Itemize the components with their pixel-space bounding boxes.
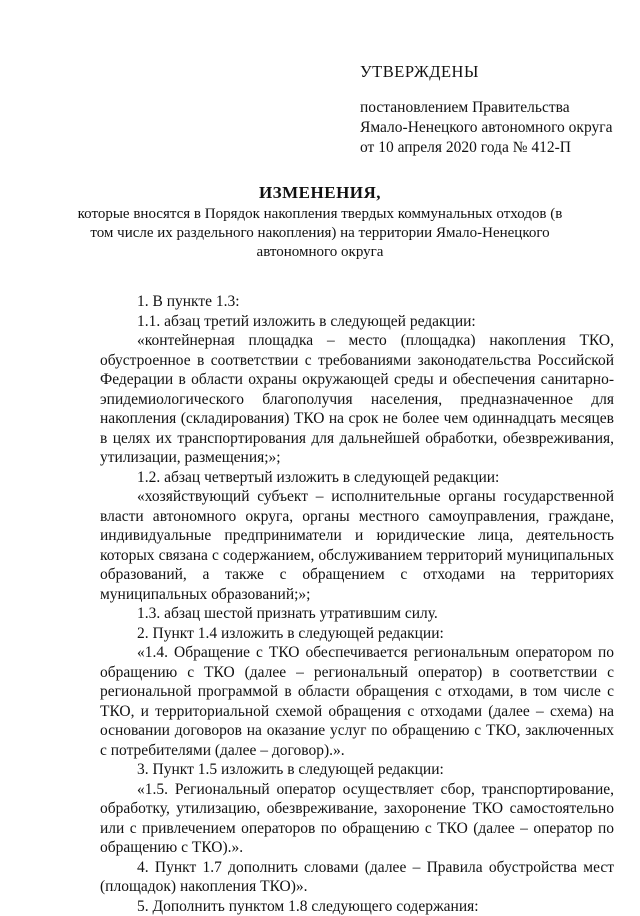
paragraph: 1.3. абзац шестой признать утратившим силу. [100,604,614,624]
document-subtitle: которые вносятся в Порядок накопления твердых коммунальных отходов (в том числе их раздельного накопления) на территории Ямало-Ненецкого автономного округа [70,205,570,262]
decree-line: от 10 апреля 2020 года № 412-П [360,138,612,158]
paragraph: 2. Пункт 1.4 изложить в следующей редакции: [100,624,614,644]
document-body [100,292,614,916]
decree-reference [360,98,612,158]
paragraph: «1.4. Обращение с ТКО обеспечивается региональным оператором по обращению с ТКО (далее – региональный оператор) в соответствии с региональной программой в области обращения с отходами, в том числе с ТКО, и территориальной схемой обращения с отходами (далее – схема) на основании договоров на оказание услуг по обращению с ТКО, заключенных с потребителями (далее – договор).». [100,643,614,760]
paragraph: «контейнерная площадка – место (площадка) накопления ТКО, обустроенное в соответствии с требованиями законодательства Российской Федерации в области охраны окружающей среды и обеспечения санитарно-эпидемиологического благополучия населения, предназначенное для накопления (складирования) ТКО на срок не более чем одиннадцать месяцев в целях их транспортирования для дальнейшей обработки, обезвреживания, утилизации, размещения;»; [100,331,614,468]
paragraph: 1. В пункте 1.3: [100,292,614,312]
decree-line: постановлением Правительства [360,98,612,118]
paragraph: 3. Пункт 1.5 изложить в следующей редакции: [100,760,614,780]
paragraph: 5. Дополнить пунктом 1.8 следующего содержания: [100,897,614,916]
paragraph: 1.1. абзац третий изложить в следующей редакции: [100,312,614,332]
decree-line: Ямало-Ненецкого автономного округа [360,118,612,138]
paragraph: «1.5. Региональный оператор осуществляет сбор, транспортирование, обработку, утилизацию, обезвреживание, захоронение ТКО самостоятельно или с привлечением операторов по обращению с ТКО (далее – оператор по обращению с ТКО).». [100,780,614,858]
paragraph: «хозяйствующий субъект – исполнительные органы государственной власти автономного округа, органы местного самоуправления, граждане, индивидуальные предприниматели и юридические лица, деятельность которых связана с содержанием, обслуживанием территорий муниципальных образований, а также с обращением с отходами на территориях муниципальных образований;»; [100,487,614,604]
document-title: ИЗМЕНЕНИЯ, [0,183,640,203]
paragraph: 4. Пункт 1.7 дополнить словами (далее – Правила обустройства мест (площадок) накопления ТКО)». [100,858,614,897]
paragraph: 1.2. абзац четвертый изложить в следующей редакции: [100,468,614,488]
approved-heading: УТВЕРЖДЕНЫ [360,62,479,82]
